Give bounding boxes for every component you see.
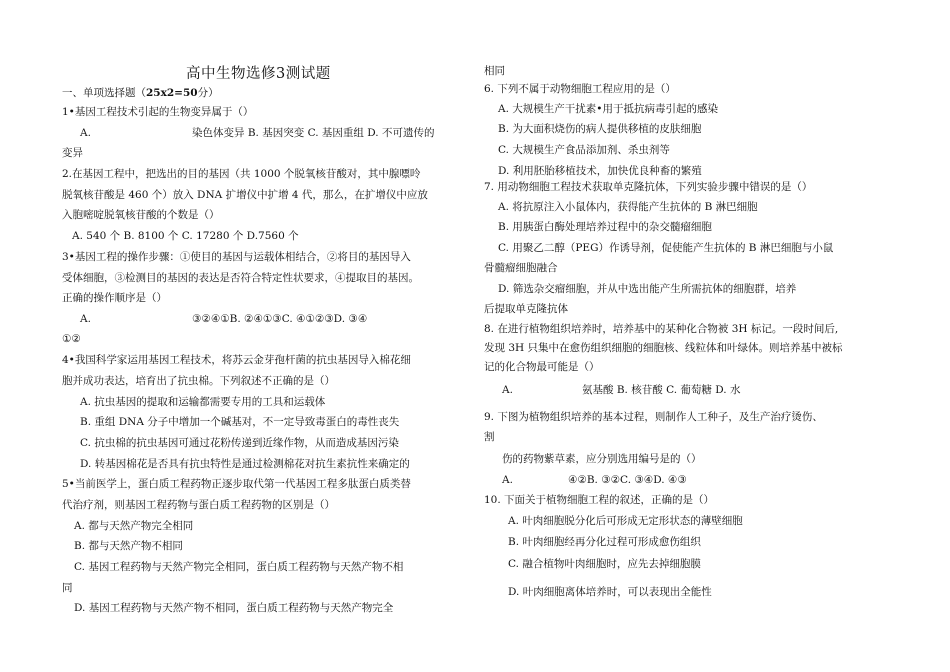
q5-option-d-cont: 相同 bbox=[484, 65, 505, 77]
q5-option-b: B. 都与天然产物不相同 bbox=[74, 540, 183, 552]
q3-options-cont: ①② bbox=[62, 333, 81, 345]
page-title: 高中生物选修3测试题 bbox=[186, 66, 331, 82]
q3-line-2: 受体细胞，③检测目的基因的表达是否符合特定性状要求，④提取目的基因。 bbox=[62, 272, 419, 284]
section-heading: 一、单项选择题（25x2=50分） bbox=[62, 87, 219, 99]
q6-stem: 6. 下列不属于动物细胞工程应用的是（） bbox=[484, 83, 676, 95]
q3-option-a-label: A. bbox=[80, 313, 91, 325]
q7-option-c-cont: 骨髓瘤细胞融合 bbox=[484, 262, 558, 274]
q5-option-c-cont: 同 bbox=[62, 582, 73, 594]
q2-options: A. 540 个 B. 8100 个 C. 17280 个 D.7560 个 bbox=[72, 230, 299, 242]
q8-line-3: 记的化合物最可能是（） bbox=[484, 361, 600, 373]
q5-option-c: C. 基因工程药物与天然产物完全相同，蛋白质工程药物与天然产物不相 bbox=[74, 561, 404, 573]
q8-option-a-label: A. bbox=[502, 384, 513, 396]
q4-line-2: 胞并成功表达，培育出了抗虫棉。下列叙述不正确的是（） bbox=[62, 375, 335, 387]
q1-stem: 1•基因工程技术引起的生物变异属于（） bbox=[62, 106, 254, 118]
q5-option-a: A. 都与天然产物完全相同 bbox=[74, 520, 194, 532]
q3-options: ③②④①B. ②④①③C. ④①②③D. ③④ bbox=[192, 313, 368, 325]
q6-option-c: C. 大规模生产食品添加剂、杀虫剂等 bbox=[498, 144, 670, 156]
q7-option-c: C. 用聚乙二醇（PEG）作诱导剂，促使能产生抗体的 B 淋巴细胞与小鼠 bbox=[498, 242, 834, 254]
q10-option-a: A. 叶肉细胞脱分化后可形成无定形状态的薄壁细胞 bbox=[508, 515, 743, 527]
q7-option-d-cont: 后提取单克隆抗体 bbox=[484, 303, 568, 315]
q6-option-b: B. 为大面积烧伤的病人提供移植的皮肤细胞 bbox=[498, 123, 702, 135]
q9-options: ④②B. ③②C. ③④D. ④③ bbox=[568, 474, 687, 486]
q7-option-d: D. 筛选杂交瘤细胞，并从中选出能产生所需抗体的细胞群，培养 bbox=[498, 283, 797, 295]
q10-option-b: B. 叶肉细胞经再分化过程可形成愈伤组织 bbox=[508, 536, 701, 548]
q6-option-d: D. 利用胚胎移植技术，加快优良种畜的繁殖 bbox=[498, 165, 702, 177]
section-score: 25x2=50 bbox=[146, 87, 198, 99]
q4-option-c: C. 抗虫棉的抗虫基因可通过花粉传递到近缘作物，从而造成基因污染 bbox=[80, 437, 399, 449]
q9-option-a-label: A. bbox=[502, 474, 513, 486]
q2-line-1: 2.在基因工程中，把选出的目的基因（共 1000 个脱氧核苷酸对，其中腺嘌呤 bbox=[62, 168, 421, 180]
q9-line-2: 割 bbox=[484, 431, 495, 443]
q9-line-3: 伤的药物紫草素，应分别选用编号是的（） bbox=[502, 453, 702, 465]
q7-option-b: B. 用胰蛋白酶处理培养过程中的杂交髓瘤细胞 bbox=[498, 221, 712, 233]
q7-option-a: A. 将抗原注入小鼠体内，获得能产生抗体的 B 淋巴细胞 bbox=[498, 201, 758, 213]
q1-options: 染色体变异 B. 基因突变 C. 基因重组 D. 不可遗传的 bbox=[192, 127, 435, 139]
q6-option-a: A. 大规模生产干扰素•用于抵抗病毒引起的感染 bbox=[498, 103, 718, 115]
q10-stem: 10. 下面关于植物细胞工程的叙述，正确的是（） bbox=[484, 494, 715, 506]
q4-line-1: 4•我国科学家运用基因工程技术，将苏云金芽孢杆菌的抗虫基因导入棉花细 bbox=[62, 354, 411, 366]
q2-line-3: 入胞嘧啶脱氧核苷酸的个数是（） bbox=[62, 209, 220, 221]
q8-line-1: 8. 在进行植物组织培养时，培养基中的某种化合物被 3H 标记。一段时间后, bbox=[484, 323, 839, 335]
q5-line-2: 代治疗剂，则基因工程药物与蛋白质工程药物的区别是（） bbox=[62, 499, 335, 511]
q4-option-a: A. 抗虫基因的提取和运输都需要专用的工具和运载体 bbox=[80, 396, 326, 408]
q3-line-3: 正确的操作顺序是（） bbox=[62, 292, 167, 304]
q5-option-d: D. 基因工程药物与天然产物不相同，蛋白质工程药物与天然产物完全 bbox=[74, 602, 394, 614]
q10-option-c: C. 融合植物叶肉细胞时，应先去掉细胞膜 bbox=[508, 558, 701, 570]
q4-option-d: D. 转基因棉花是否具有抗虫特性是通过检测棉花对抗生素抗性来确定的 bbox=[80, 458, 410, 470]
q7-stem: 7. 用动物细胞工程技术获取单克隆抗体，下列实验步骤中错误的是（） bbox=[484, 181, 813, 193]
q4-option-b: B. 重组 DNA 分子中增加一个碱基对，不一定导致毒蛋白的毒性丧失 bbox=[80, 416, 400, 428]
q1-option-a-label: A. bbox=[80, 127, 91, 139]
q5-line-1: 5•当前医学上，蛋白质工程药物正逐步取代第一代基因工程多肽蛋白质类替 bbox=[62, 478, 411, 490]
q2-line-2: 脱氧核苷酸是 460 个）放入 DNA 扩增仪中扩增 4 代，那么，在扩增仪中应放 bbox=[62, 189, 428, 201]
q10-option-d: D. 叶肉细胞离体培养时，可以表现出全能性 bbox=[508, 586, 712, 598]
q3-line-1: 3•基因工程的操作步骤：①使目的基因与运载体相结合，②将目的基因导入 bbox=[62, 251, 411, 263]
q9-line-1: 9. 下图为植物组织培养的基本过程，则制作人工种子，及生产治疗烫伤、 bbox=[484, 411, 823, 423]
q8-line-2: 发现 3H 只集中在愈伤组织细胞的细胞核、线粒体和叶绿体。则培养基中被标 bbox=[484, 342, 843, 354]
q1-options-cont: 变异 bbox=[62, 147, 83, 159]
q8-options: 氨基酸 B. 核苷酸 C. 葡萄糖 D. 水 bbox=[582, 384, 741, 396]
